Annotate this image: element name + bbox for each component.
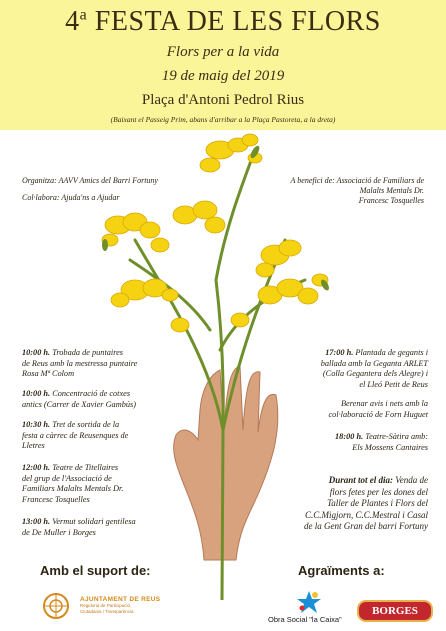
support-label: Amb el suport de:	[40, 563, 151, 578]
schedule-item: 10:00 h. Concentració de cotxes antics (Carrer de Xavier Gambús)	[22, 389, 136, 409]
schedule-item: 12:00 h. Teatre de Titellaires del grup de l'Associació de Familiars Malalts Mentals Dr. Francesc Tosquelles	[22, 463, 124, 504]
borges-logo: BORGES	[357, 600, 433, 622]
schedule-item: 18:00 h. Teatre-Sàtira amb: Els Mossens Cantaires	[335, 432, 428, 452]
ajuntament-logo-icon	[42, 592, 70, 620]
schedule-item: Berenar avis i nets amb la col·laboració de Forn Huguet	[328, 399, 428, 419]
schedule-item: 17:00 h. Plantada de gegants i ballada amb la Geganta ARLET (Colla Gegantera dels Alegre) i el Lleó Petit de Reus	[320, 348, 428, 389]
event-place: Plaça d'Antoni Pedrol Rius	[141, 92, 305, 108]
la-caixa-logo: Obra Social "la Caixa"	[268, 615, 342, 624]
schedule-item: Durant tot el dia: Venda de flors fetes per les dones del Taller de Plantes i Flors del C.C.Migjorn, C.C.Mestral i Casal de la Gent Gran del barri Fortuny	[304, 475, 428, 532]
la-caixa-star-icon	[296, 590, 322, 614]
schedule-item: 10:00 h. Trobada de puntaires de Reus amb la mestressa puntaire Rosa Mª Colom	[22, 348, 138, 379]
subtitle: Flors per a la vida	[166, 44, 280, 60]
schedule-item: 13:00 h. Vermut solidari gentilesa de De Muller i Borges	[22, 517, 136, 537]
directions-note: (Baixant el Passeig Prim, abans d'arribar a la Plaça Pastoreta, a la dreta)	[110, 115, 336, 124]
ajuntament-logo: AJUNTAMENT DE REUS Regidoria de Participació, Ciutadania i Transparència	[80, 596, 161, 614]
poster-title: 4$^a$ FESTA DE LES FLORS	[65, 6, 381, 37]
organitza-text: Organitza: AAVV Amics del Barri Fortuny	[22, 176, 158, 185]
thanks-label: Agraïments a:	[298, 563, 385, 578]
event-date: 19 de maig del 2019	[161, 68, 285, 84]
collabora-text: Col·labora: Ajuda'ns a Ajudar	[22, 193, 120, 202]
benefici-text: A benefici de: Associació de Familiars de Malalts Mentals Dr. Francesc Tosquelles	[290, 176, 424, 205]
schedule-item: 10:30 h. Tret de sortida de la festa a càrrec de Reusenques de Lletres	[22, 420, 129, 451]
